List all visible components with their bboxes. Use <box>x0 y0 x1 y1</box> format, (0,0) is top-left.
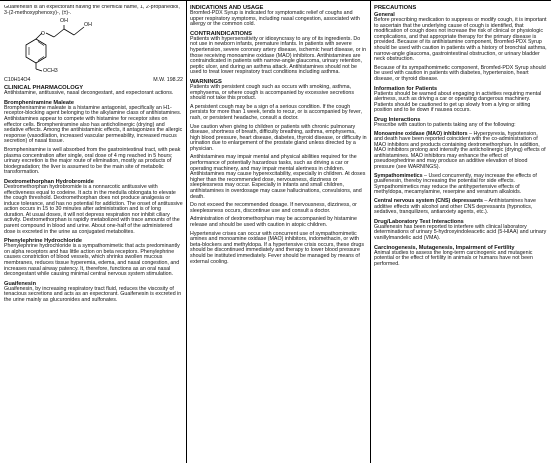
dextromethorphan-p1: Dextromethorphan hydrobromide is a nonnarcotic antitussive with effectiveness equal to codeine. It acts in the medulla oblongata to elevate the cough threshold. Dextromethorphan does not produce analgesia or induce tolerance, and has no potential for addiction. The onset of antitussive action occurs in 15 to 30 minutes after administration and is of long duration. At usual doses, it will not depress respiration nor inhibit ciliary activity. Dextromethorphan is rapidly metabolized with trace amounts of the parent compound in blood and urine. About one-half of the administered dose is excreted in the urine as conjugated metabolites. <box>4 183 183 235</box>
brompheniramine-p1: Brompheniramine maleate is a histamine antagonist, specifically an H1-receptor-blocking agent belonging to the alkylamine class of antihistamines. Antihistamines appear to compete with histamine for receptor sites on effector cells. Brompheniramine also has anticholinergic (drying) and sedative effects. Among the antihistaminic effects, it antagonizes the allergic response (vasodilation, increased vascular permeability, increased mucus secretion) of nasal tissue. <box>4 104 183 145</box>
warnings-p6: Administration of dextromethorphan may be accompanied by histamine release and should be used with caution in atopic children. <box>190 216 357 228</box>
warnings-p7: Hypertensive crises can occur with concurrent use of sympathomimetic amines and monoamine oxidase (MAO) inhibitors, indomethacin, or with beta-blockers and methyldopa. If a hypertensive crisis occurs, these drugs should be discontinued immediately and therapy to lower blood pressure should be instituted immediately. Fever should be managed by means of external cooling. <box>190 230 365 265</box>
dextromethorphan-heading: Dextromethorphan Hydrobromide <box>4 178 94 185</box>
middle-column <box>190 5 367 463</box>
sympathomimetics-text: – Used concurrently, may increase the effects of guaifenesin, thereby increasing the potential for side effects. Sympathomimetics may reduce the antihypertensive effects of methyldopa, mecamylamine, reserpine and veratrum alkaloids. <box>374 172 537 196</box>
indications-text: Bromfed-PDX Syrup is indicated for symptomatic relief of coughs and upper respiratory symptoms, including nasal congestion, associated with allergy or the common cold. <box>190 10 360 28</box>
warnings-p4: Antihistamines may impair mental and physical abilities required for the performance of potentially hazardous tasks, such as driving a car or operating machinery, and may impair mental alertness in children. Antihistamines may cause hyperexcitability, especially in children. At doses higher than the recommended dose, nervousness, dizziness or sleeplessness may occur. Especially in infants and small children, antihistamines in overdosage may cause hallucinations, convulsions, and death. <box>190 154 366 200</box>
carcinogenesis-text: Animal studies to assess the long-term carcinogenic and mutagenic potential or the effect of fertility in animals or humans have not been performed. <box>374 249 533 267</box>
general-p2: Because of its sympathomimetic component, Bromfed-PDX Syrup should be used with caution in patients with diabetes, hypertension, heart disease, or thyroid disease. <box>374 64 546 82</box>
brompheniramine-heading: Brompheniramine Maleate <box>4 99 74 106</box>
warnings-p5: Do not exceed the recommended dosage. If nervousness, dizziness, or sleeplessness occurs, discontinue use and consult a doctor. <box>190 202 357 214</box>
warnings-heading: WARNINGS <box>190 78 222 85</box>
warnings-p3: Use caution when giving to children or patients with chronic pulmonary disease, shortness of breath, difficulty breathing, asthma, emphysema, high blood pressure, heart disease, diabetes, thyroid disease, or difficulty in urination due to enlargement of the prostate gland unless directed by a physician. <box>190 123 367 152</box>
clinical-pharmacology-heading: CLINICAL PHARMACOLOGY <box>4 85 84 92</box>
drug-interactions-heading: Drug Interactions <box>374 116 421 123</box>
phenylephrine-heading: Phenylephrine Hydrochloride <box>4 238 83 245</box>
mao-text: – Hyperpyrexia, hypotension, and death have been reported coincident with the co-administration of MAO inhibitors and products containing dextromethorphan. In addition, MAO inhibitors prolong and intensify the anticholinergic (drying) effects of antihistamines. MAO inhibitors may enhance the effect of pseudoephedrine and may produce an additive elevation of blood pressure (see WARNINGS). <box>374 130 546 171</box>
brompheniramine-p2: Brompheniramine is well absorbed from the gastrointestinal tract, with peak plasma concentration after single, oral dose of 4 mg reached in 5 hours; urinary excretion is the major route of elimination, mostly as products of biodegradation; the liver is assumed to be the main site of metabolic transformation. <box>4 146 181 176</box>
guaifenesin-heading: Guaifenesin <box>4 280 37 287</box>
info-for-patients-text: Patients should be warned about engaging in activities requiring mental alertness, such as driving a car or operating dangerous machinery. Patients should be cautioned to get up slowly from a lying or sitting position and to lie down if nausea occurs. <box>374 90 542 114</box>
lab-test-heading: Drug/Laboratory Test Interactions <box>374 218 464 225</box>
chemical-structure <box>4 19 183 77</box>
general-heading: General <box>374 12 395 18</box>
warnings-p1: Patients with persistent cough such as occurs with smoking, asthma, emphysema, or where cough is accompanied by excessive secretions should not take this product. <box>190 83 354 102</box>
left-column <box>4 5 183 463</box>
mao-interaction <box>374 132 547 171</box>
formula-row <box>4 77 183 83</box>
mao-label: Monoamine oxidase (MAO) inhibitors <box>374 130 468 137</box>
carcinogenesis-heading: Carcinogenesis, Mutagenesis, Impairment of Fertility <box>374 244 515 251</box>
sympathomimetics-label: Sympathomimetics <box>374 172 423 179</box>
clinical-pharmacology-text: Antihistamine, antitussive, nasal decongestant, and expectorant actions. <box>4 90 174 97</box>
och3-label: OCH3 <box>43 68 58 75</box>
svg-text:O: O <box>41 31 45 38</box>
intro-text: Guaifenesin is an expectorant having the chemical name, 1, 2-propanediol, 3-(2-methoxyphenoxy)-, (±)-. <box>4 5 180 16</box>
precautions-heading: PRECAUTIONS <box>374 5 417 11</box>
molecular-weight: M.W. 198.22 <box>153 77 183 84</box>
guaifenesin-p1: Guaifenesin, by increasing respiratory tract fluid, reduces the viscosity of tenacious secretions and acts as an expectorant. Guaifenesin is excreted in the urine mainly as glucuronides and sulfonates. <box>4 285 182 303</box>
lab-test-text: Guaifenesin has been reported to interfere with clinical laboratory determinations of urinary 5-hydroxyindoleacetic acid (5-HIAA) and urinary vanillylmandelic acid (VMA). <box>374 223 547 241</box>
contraindications-text: Patients with hypersensitivity or idiosyncrasy to any of its ingredients. Do not use in newborn infants, premature infants. In patients with severe hypertension, severe coronary artery disease, ischemic heart disease, or in those receiving monoamine oxidase (MAO) inhibitors. Antihistamines are contraindicated in patients with narrow-angle glaucoma, urinary retention, peptic ulcer, and during an asthma attack. Antihistamines should not be used to treat lower respiratory tract conditions including asthma. <box>190 35 367 76</box>
cns-label: Central nervous system (CNS) depressants <box>374 198 483 205</box>
drug-interactions-intro: Prescribe with caution to patients taking any of the following: <box>374 121 516 128</box>
molecular-formula: C10H14O4 <box>4 77 31 84</box>
cns-text: – Antihistamines have additive effects with alcohol and other CNS depressants (hypnotics, sedatives, tranquilizers, antianxiety agents, etc.). <box>374 198 536 216</box>
sympathomimetics-interaction <box>374 174 547 196</box>
phenylephrine-p1: Phenylephrine hydrochloride is a sympathomimetic that acts predominantly on alpha receptors and has little action on beta receptors. Phenylephrine causes constriction of blood vessels, which shrinks swollen mucous membranes, reduces tissue hyperemia, edema, and nasal congestion, and increases nasal airway patency. It, therefore, functions as an oral nasal decongestant while causing minimal central nervous system stimulation. <box>4 243 180 278</box>
oh-label-1: OH <box>60 18 68 25</box>
info-for-patients-heading: Information for Patients <box>374 85 438 92</box>
column-divider-2 <box>370 1 371 463</box>
contraindications-heading: CONTRAINDICATIONS <box>190 30 253 37</box>
indications-heading: INDICATIONS AND USAGE <box>190 5 264 11</box>
general-p1: Before prescribing medication to suppress or modify cough, it is important to ascertain that the underlying cause of cough is identified, that modification of cough does not increase the risk of clinical or physiologic complications, and that appropriate therapy for the primary disease is provided. Because of its antihistamine component, Bromfed-PDX Syrup should be used with caution in patients with a history of bronchial asthma, narrow-angle glaucoma, gastrointestinal obstruction, or urinary bladder neck obstruction. <box>374 17 547 63</box>
column-divider-1 <box>186 1 187 463</box>
right-column <box>374 5 547 463</box>
oh-label-2: OH <box>84 22 92 29</box>
structure-drawing <box>4 19 124 77</box>
warnings-p2: A persistent cough may be a sign of a serious condition. If the cough persists for more than 1 week, tends to recur, or is accompanied by fever, rash, or persistent headache, consult a doctor. <box>190 103 362 121</box>
cns-interaction <box>374 199 547 216</box>
